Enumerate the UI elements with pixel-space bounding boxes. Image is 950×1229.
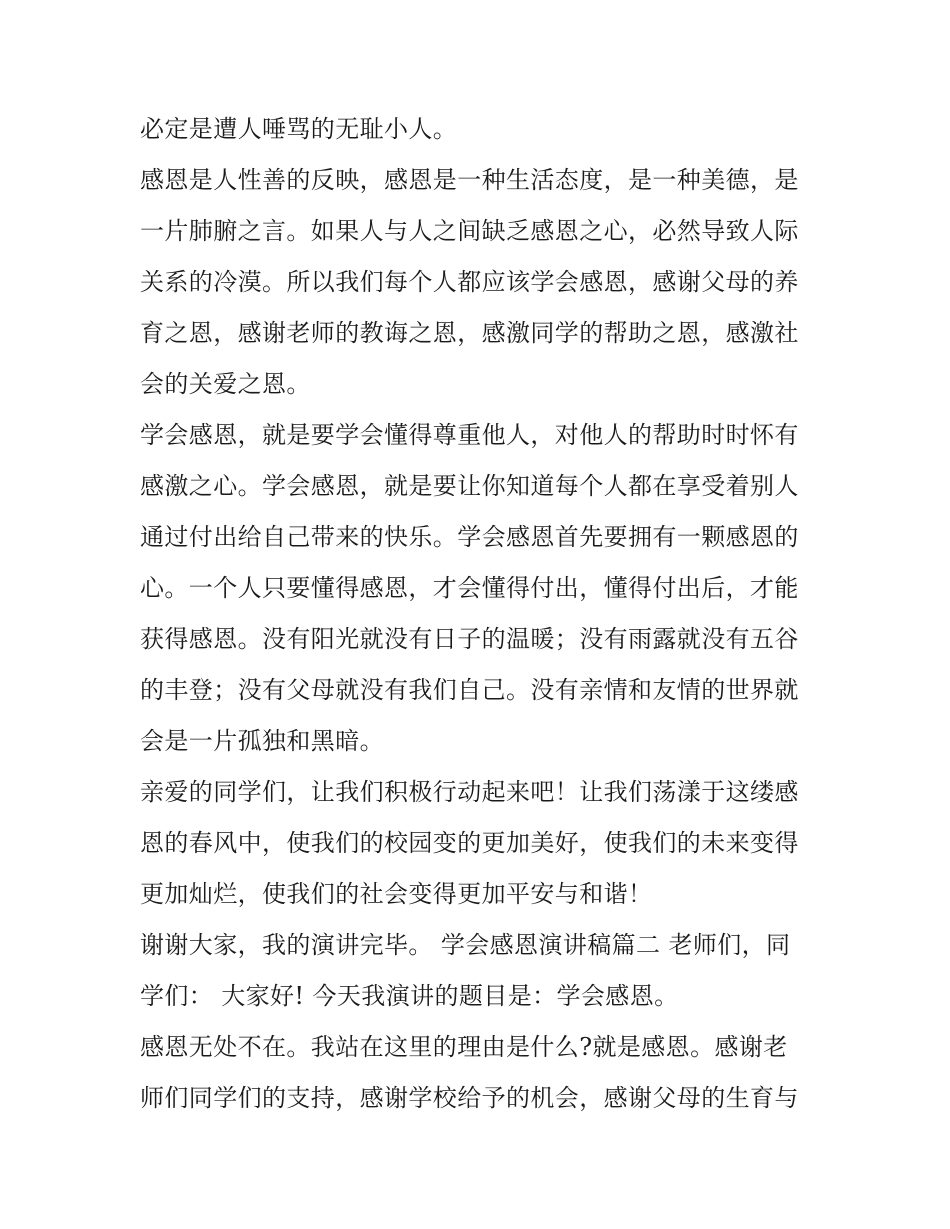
text-line: 会的关爱之恩。 (140, 370, 311, 398)
text-line: 通过付出给自己带来的快乐。学会感恩首先要拥有一颗感恩的 (140, 523, 799, 551)
text-line: 谢谢大家，我的演讲完毕。 学会感恩演讲稿篇二 老师们，同 (140, 931, 791, 959)
text-line: 的丰登；没有父母就没有我们自己。没有亲情和友情的世界就 (140, 676, 799, 704)
text-line: 师们同学们的支持，感谢学校给予的机会，感谢父母的生育与 (140, 1084, 799, 1112)
text-line: 感恩是人性善的反映，感恩是一种生活态度，是一种美德，是 (140, 166, 799, 194)
text-line: 育之恩，感谢老师的教诲之恩，感激同学的帮助之恩，感激社 (140, 319, 799, 347)
text-line: 获得感恩。没有阳光就没有日子的温暖；没有雨露就没有五谷 (140, 625, 799, 653)
text-line: 恩的春风中，使我们的校园变的更加美好，使我们的未来变得 (140, 829, 799, 857)
text-line: 感恩无处不在。我站在这里的理由是什么?就是感恩。感谢老 (140, 1033, 788, 1061)
text-line: 会是一片孤独和黑暗。 (140, 727, 384, 755)
text-line: 一片肺腑之言。如果人与人之间缺乏感恩之心，必然导致人际 (140, 217, 799, 245)
text-line: 关系的冷漠。所以我们每个人都应该学会感恩，感谢父母的养 (140, 268, 799, 296)
document-body (140, 104, 820, 1124)
text-line: 更加灿烂，使我们的社会变得更加平安与和谐！ (140, 880, 653, 908)
text-line: 学会感恩，就是要学会懂得尊重他人，对他人的帮助时时怀有 (140, 421, 799, 449)
text-line: 心。一个人只要懂得感恩，才会懂得付出，懂得付出后，才能 (140, 574, 799, 602)
text-line: 感激之心。学会感恩，就是要让你知道每个人都在享受着别人 (140, 472, 799, 500)
text-line: 必定是遭人唾骂的无耻小人。 (140, 115, 458, 143)
text-line: 学们： 大家好! 今天我演讲的题目是：学会感恩。 (140, 982, 679, 1010)
text-line: 亲爱的同学们，让我们积极行动起来吧！让我们荡漾于这缕感 (140, 778, 799, 806)
